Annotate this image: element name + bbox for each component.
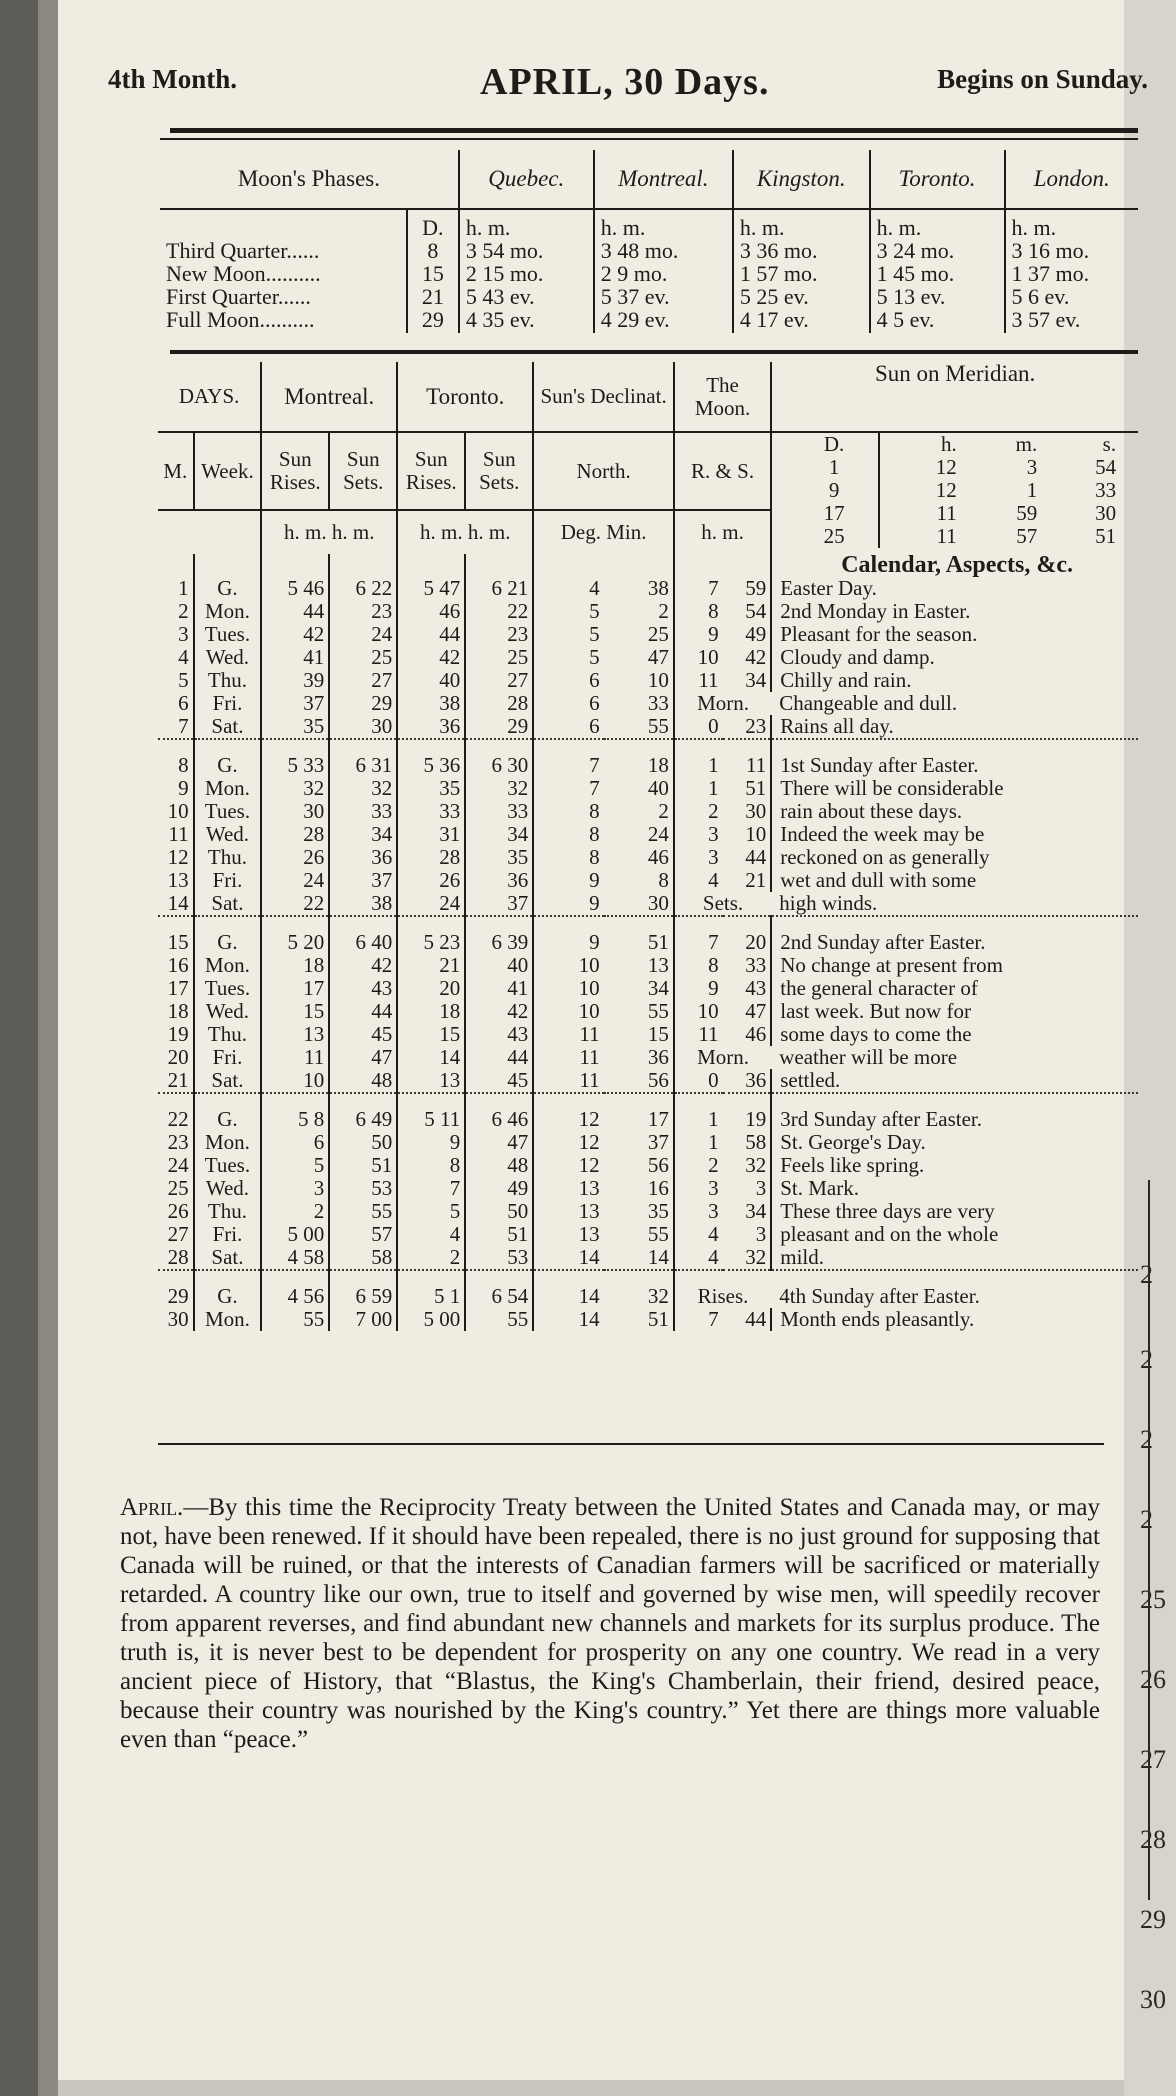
april-commentary: [120, 1493, 1100, 1754]
binding-inner-edge: [38, 0, 58, 2096]
calendar-note: settled.: [780, 1068, 841, 1092]
unit-moon: h. m.: [674, 510, 771, 554]
calendar-note: Easter Day.: [780, 576, 877, 600]
toronto-heading: Toronto.: [397, 362, 533, 432]
moon-phases-heading: Moon's Phases.: [160, 150, 459, 209]
montreal-times: h. m. 3 48 mo. 2 9 mo. 5 37 ev. 4 29 ev.: [594, 209, 733, 333]
day-row: 28 Sat. 4 58 58 2 53 14 14 4 32 mild.: [158, 1246, 1138, 1270]
edge-number: 2: [1140, 1425, 1153, 1454]
day-row: 13 Fri. 24 37 26 36 9 8 4 21 wet and dull with some: [158, 869, 1138, 892]
col-north: North.: [533, 432, 674, 510]
day-row: 3 Tues. 42 24 44 23 5 25 9 49 Pleasant for the season.: [158, 623, 1138, 646]
col-tor-sets: Sun Sets.: [465, 432, 533, 510]
day-row: 18 Wed. 15 44 18 42 10 55 10 47 last week. But now for: [158, 1000, 1138, 1023]
calendar-note: 2nd Sunday after Easter.: [771, 916, 1138, 954]
day-row: 2 Mon. 44 23 46 22 5 2 8 54 2nd Monday in Easter.: [158, 600, 1138, 623]
day-row: 15 G. 5 20 6 40 5 23 6 39 9 51 7 20 2nd Sunday after Easter.: [158, 916, 1138, 954]
calendar-note: the general character of: [780, 976, 978, 1000]
declination-heading: Sun's Declinat.: [533, 362, 674, 432]
montreal-heading: Montreal.: [261, 362, 397, 432]
calendar-note: No change at present from: [780, 953, 1003, 977]
calendar-note: pleasant and on the whole: [780, 1222, 999, 1246]
calendar-note: Indeed the week may be: [780, 822, 985, 846]
calendar-note: There will be considerable: [780, 776, 1004, 800]
city-quebec: Quebec.: [459, 150, 594, 209]
calendar-note: last week. But now for: [780, 999, 971, 1023]
unit-degmin: Deg. Min.: [533, 510, 674, 554]
day-row: 12 Thu. 26 36 28 35 8 46 3 44 reckoned on as generally: [158, 846, 1138, 869]
calendar-note: 4th Sunday after Easter.: [771, 1270, 1138, 1308]
day-row: 29 G. 4 56 6 59 5 1 6 54 14 32 Rises. 4th Sunday after Easter.: [158, 1270, 1138, 1308]
city-toronto: Toronto.: [870, 150, 1005, 209]
day-row: 5 Thu. 39 27 40 27 6 10 11 34 Chilly and rain.: [158, 669, 1138, 692]
col-tor-rises: Sun Rises.: [397, 432, 465, 510]
edge-number: 2: [1140, 1505, 1153, 1534]
moon-phases-table: [160, 150, 1138, 333]
phases-row: [160, 209, 1138, 333]
calendar-note: rain about these days.: [780, 799, 963, 823]
meridian-row: 17 11 59 30: [790, 502, 1120, 525]
meridian-cell: [771, 432, 1138, 554]
page-header: [108, 60, 1148, 120]
header-rule: [170, 128, 1138, 133]
day-row: 19 Thu. 13 45 15 43 11 15 11 46 some days to come the: [158, 1023, 1138, 1046]
col-mtl-sets: Sun Sets.: [329, 432, 397, 510]
col-m: M.: [158, 432, 194, 510]
edge-number: 2: [1140, 1260, 1153, 1289]
city-kingston: Kingston.: [733, 150, 870, 209]
moon-heading: The Moon.: [674, 362, 771, 432]
calendar-note: Pleasant for the season.: [780, 622, 978, 646]
edge-number: 27: [1140, 1745, 1166, 1774]
edge-number: 26: [1140, 1665, 1166, 1694]
calendar-note: 1st Sunday after Easter.: [771, 739, 1138, 777]
phase-days: D. 8 15 21 29: [407, 209, 459, 333]
calendar-note: Rains all day.: [780, 714, 894, 738]
day-row: 10 Tues. 30 33 33 33 8 2 2 30 rain about these days.: [158, 800, 1138, 823]
edge-number: 25: [1140, 1585, 1166, 1614]
header-rule-thin: [160, 138, 1138, 140]
edge-number: 28: [1140, 1825, 1166, 1854]
begins-on: Begins on Sunday.: [937, 64, 1148, 94]
calendar-note: Chilly and rain.: [780, 668, 912, 692]
day-row: 20 Fri. 11 47 14 44 11 36 Morn. weather will be more: [158, 1046, 1138, 1069]
day-row: 22 G. 5 8 6 49 5 11 6 46 12 17 1 19 3rd Sunday after Easter.: [158, 1093, 1138, 1131]
calendar-note: reckoned on as generally: [780, 845, 990, 869]
day-row: 11 Wed. 28 34 31 34 8 24 3 10 Indeed the week may be: [158, 823, 1138, 846]
meridian-row: 1 12 3 54: [790, 456, 1120, 479]
calendar-title: Calendar, Aspects, &c.: [841, 552, 1073, 578]
day-row: 7 Sat. 35 30 36 29 6 55 0 23 Rains all day.: [158, 715, 1138, 739]
london-times: h. m. 3 16 mo. 1 37 mo. 5 6 ev. 3 57 ev.: [1011, 215, 1090, 332]
day-row: 23 Mon. 6 50 9 47 12 37 1 58 St. George's Day.: [158, 1131, 1138, 1154]
city-london: London.: [1005, 150, 1139, 209]
phase-names: Third Quarter...... New Moon.......... First Quarter...... Full Moon..........: [160, 209, 407, 333]
day-row: 6 Fri. 37 29 38 28 6 33 Morn. Changeable and dull.: [158, 692, 1138, 715]
calendar-note: Changeable and dull.: [779, 691, 958, 715]
calendar-note: Month ends pleasantly.: [780, 1307, 975, 1331]
unit-tor: h. m. h. m.: [397, 510, 533, 554]
calendar-note: weather will be more: [779, 1045, 958, 1069]
edge-number: 29: [1140, 1905, 1166, 1934]
meridian-table: D. h. m. s. 1 12 3 54 9 12 1 33 17 11 59 30 25 11 57 51: [790, 433, 1120, 548]
day-row: 25 Wed. 3 53 7 49 13 16 3 3 St. Mark.: [158, 1177, 1138, 1200]
day-row: 26 Thu. 2 55 5 50 13 35 3 34 These three days are very: [158, 1200, 1138, 1223]
table-bottom-rule: [158, 1443, 1104, 1445]
meridian-row: 9 12 1 33: [790, 479, 1120, 502]
calendar-title-row: [158, 554, 1138, 577]
day-row: 8 G. 5 33 6 31 5 36 6 30 7 18 1 11 1st Sunday after Easter.: [158, 739, 1138, 777]
calendar-note: St. Mark.: [780, 1176, 859, 1200]
kingston-times: h. m. 3 36 mo. 1 57 mo. 5 25 ev. 4 17 ev.: [733, 209, 870, 333]
day-row: 30 Mon. 55 7 00 5 00 55 14 51 7 44 Month ends pleasantly.: [158, 1308, 1138, 1331]
calendar-note: Feels like spring.: [780, 1153, 925, 1177]
col-mtl-rises: Sun Rises.: [261, 432, 329, 510]
month-number: 4th Month.: [108, 64, 238, 94]
calendar-note: some days to come the: [780, 1022, 972, 1046]
col-week: Week.: [194, 432, 262, 510]
day-row: 1 G. 5 46 6 22 5 47 6 21 4 38 7 59 Easter Day.: [158, 577, 1138, 600]
calendar-note: These three days are very: [780, 1199, 995, 1223]
calendar-note: 3rd Sunday after Easter.: [771, 1093, 1138, 1131]
commentary-lead: April.: [120, 1494, 184, 1521]
calendar-note: 2nd Monday in Easter.: [780, 599, 971, 623]
day-row: 17 Tues. 17 43 20 41 10 34 9 43 the general character of: [158, 977, 1138, 1000]
day-row: 14 Sat. 22 38 24 37 9 30 Sets. high winds.: [158, 892, 1138, 916]
calendar-note: St. George's Day.: [780, 1130, 926, 1154]
commentary-text: —By this time the Reciprocity Treaty between the United States and Canada may, or may not, have been renewed. If it should have been repealed, there is no just ground for supposing that Canada will be ruined, or that the interests of Canadian farmers will be sacrificed or materially retarded. A country like our own, true to itself and governed by wise men, will speedily recover from apparent reverses, and find abundant new channels and markets for its surplus produce. The truth is, it is never best to be dependent for prosperity on any one country. We read in a very ancient piece of History, that “Blastus, the King's Chamberlain, their friend, desired peace, because their country was nourished by the King's country.” Yet there are things more valuable even than “peace.”: [120, 1494, 1100, 1753]
meridian-heading: Sun on Meridian.: [771, 362, 1138, 432]
toronto-times: h. m. 3 24 mo. 1 45 mo. 5 13 ev. 4 5 ev.: [870, 209, 1005, 333]
day-row: 21 Sat. 10 48 13 45 11 56 0 36 settled.: [158, 1069, 1138, 1093]
day-row: 27 Fri. 5 00 57 4 51 13 55 4 3 pleasant and on the whole: [158, 1223, 1138, 1246]
edge-number: 30: [1140, 1985, 1166, 2014]
meridian-row: 25 11 57 51: [790, 525, 1120, 548]
calendar-note: high winds.: [779, 891, 878, 915]
city-montreal: Montreal.: [594, 150, 733, 209]
calendar-note: wet and dull with some: [780, 868, 977, 892]
days-heading: DAYS.: [158, 362, 261, 432]
edge-number: 2: [1140, 1345, 1153, 1374]
day-row: 4 Wed. 41 25 42 25 5 47 10 42 Cloudy and damp.: [158, 646, 1138, 669]
day-row: 9 Mon. 32 32 35 32 7 40 1 51 There will be considerable: [158, 777, 1138, 800]
unit-mtl: h. m. h. m.: [261, 510, 397, 554]
col-rs: R. & S.: [674, 432, 771, 510]
page-title: APRIL, 30 Days.: [480, 61, 770, 103]
phases-bottom-rule: [170, 350, 1138, 354]
calendar-note: Cloudy and damp.: [780, 645, 935, 669]
day-row: 24 Tues. 5 51 8 48 12 56 2 32 Feels like spring.: [158, 1154, 1138, 1177]
quebec-times: h. m. 3 54 mo. 2 15 mo. 5 43 ev. 4 35 ev.: [459, 209, 594, 333]
day-row: 16 Mon. 18 42 21 40 10 13 8 33 No change at present from: [158, 954, 1138, 977]
calendar-note: mild.: [780, 1245, 824, 1269]
daily-table: [158, 362, 1138, 1331]
